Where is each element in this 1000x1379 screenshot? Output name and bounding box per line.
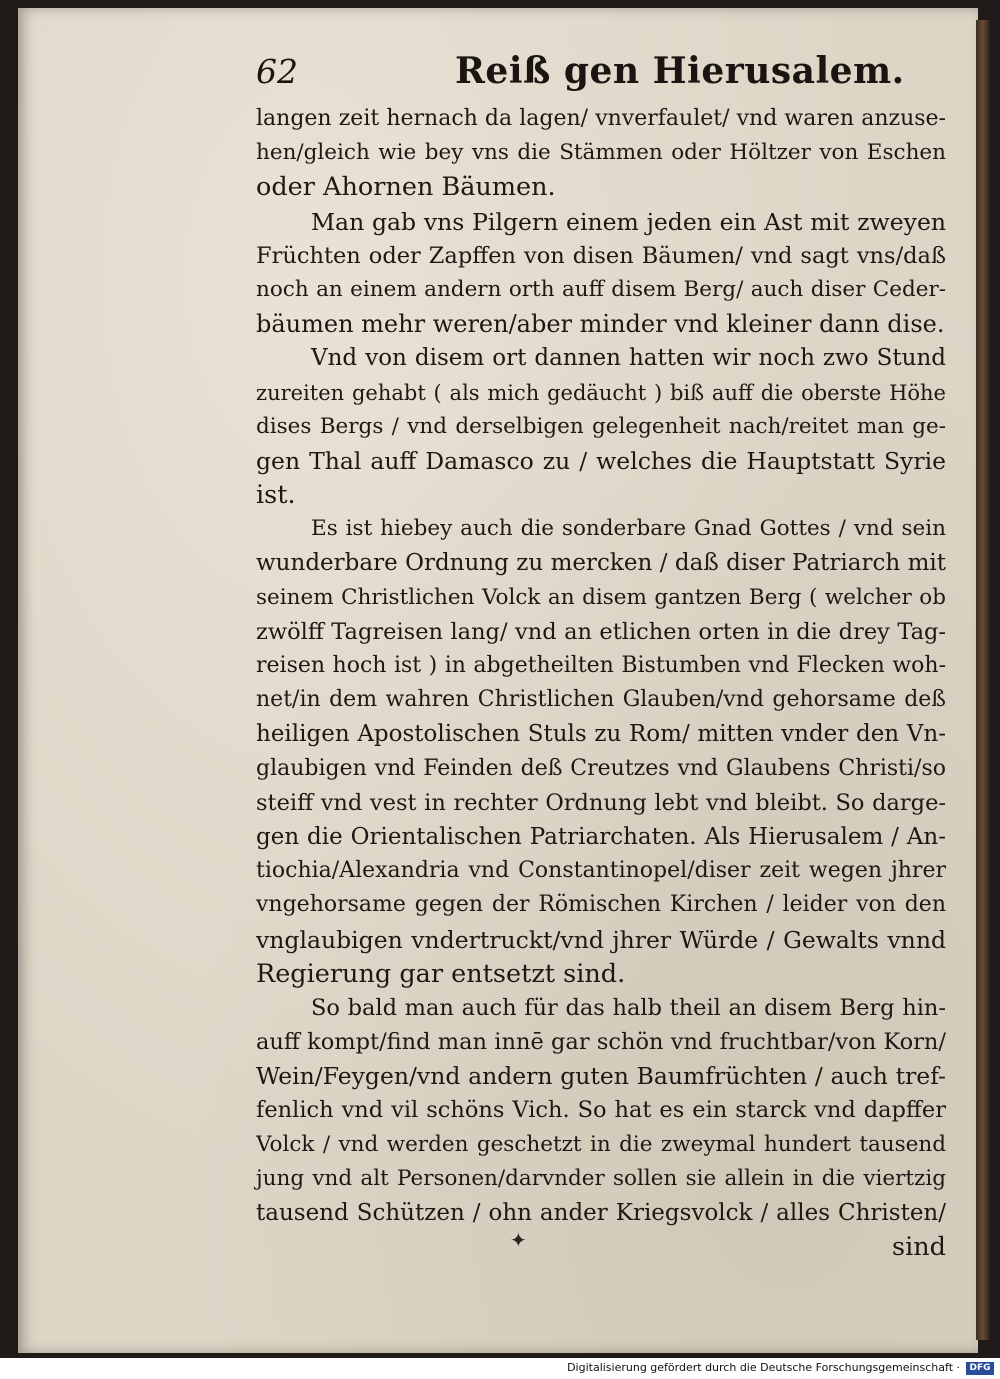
text-line: Es ist hiebey auch die sonderbare Gnad Gottes / vnd sein xyxy=(311,516,946,542)
catchword: sind xyxy=(892,1232,946,1263)
text-line: net/in dem wahren Christlichen Glauben/vnd gehorsame deß xyxy=(256,687,946,713)
text-line: steiff vnd vest in rechter Ordnung lebt vnd bleibt. So darge- xyxy=(256,789,946,816)
text-line: Wein/Feygen/vnd andern guten Baumfrüchten / auch tref- xyxy=(256,1062,946,1091)
text-line: oder Ahornen Bäumen. xyxy=(256,172,556,203)
text-line: So bald man auch für das halb theil an disem Berg hin- xyxy=(311,994,946,1021)
page-number: 62 xyxy=(256,52,298,91)
text-line: glaubigen vnd Feinden deß Creutzes vnd Glaubens Christi/so xyxy=(256,755,946,781)
text-line: zwölff Tagreisen lang/ vnd an etlichen orten in die drey Tag- xyxy=(256,618,946,645)
text-line: langen zeit hernach da lagen/ vnverfaulet/ vnd waren anzuse- xyxy=(256,106,946,131)
text-line: Vnd von disem ort dannen hatten wir noch zwo Stund xyxy=(311,345,946,372)
text-line: vngehorsame gegen der Römischen Kirchen / leider von den xyxy=(256,892,946,918)
text-line: Volck / vnd werden geschetzt in die zweymal hundert tausend xyxy=(256,1131,946,1157)
text-line: hen/gleich wie bey vns die Stämmen oder Höltzer von Eschen xyxy=(256,140,946,166)
text-line: wunderbare Ordnung zu mercken / daß diser Patriarch mit xyxy=(256,550,946,577)
footer-credit: Digitalisierung gefördert durch die Deutsche Forschungsgemeinschaft · xyxy=(567,1361,960,1374)
text-line: bäumen mehr weren/aber minder vnd kleiner dann dise. xyxy=(256,310,945,339)
text-line: zureiten gehabt ( als mich gedäucht ) biß auff die oberste Höhe xyxy=(256,380,946,405)
text-line: fenlich vnd vil schöns Vich. So hat es ein starck vnd dapffer xyxy=(256,1097,946,1124)
dfg-logo-icon: DFG xyxy=(966,1362,994,1375)
text-line: reisen hoch ist ) in abgetheilten Bistumben vnd Flecken woh- xyxy=(256,653,946,678)
text-line: tiochia/Alexandria vnd Constantinopel/diser zeit wegen jhrer xyxy=(256,858,946,884)
text-line: Früchten oder Zapffen von disen Bäumen/ vnd sagt vns/daß xyxy=(256,242,946,269)
text-line: tausend Schützen / ohn ander Kriegsvolck / alles Christen/ xyxy=(256,1200,946,1226)
text-line: heiligen Apostolischen Stuls zu Rom/ mitten vnder den Vn- xyxy=(256,721,946,748)
text-line: seinem Christlichen Volck an disem gantzen Berg ( welcher ob xyxy=(256,584,946,610)
text-line: jung vnd alt Personen/darvnder sollen sie allein in die viertzig xyxy=(256,1165,946,1191)
body-text xyxy=(256,102,946,1264)
text-line: Regierung gar entsetzt sind. xyxy=(256,958,626,989)
footer-bar xyxy=(0,1358,1000,1379)
text-line: Man gab vns Pilgern einem jeden ein Ast mit zweyen xyxy=(311,207,946,236)
text-line: noch an einem andern orth auff disem Berg/ auch diser Ceder- xyxy=(256,276,946,302)
text-line: auff kompt/find man innē gar schön vnd fruchtbar/von Korn/ xyxy=(256,1029,946,1056)
text-line: dises Bergs / vnd derselbigen gelegenheit nach/reitet man ge- xyxy=(256,413,946,439)
page-edge xyxy=(976,20,990,1340)
ornament-icon: ✦ xyxy=(510,1228,527,1252)
text-line: gen Thal auff Damasco zu / welches die Hauptstatt Syrie xyxy=(256,446,946,475)
text-line: gen die Orientalischen Patriarchaten. Als Hierusalem / An- xyxy=(256,823,946,850)
text-line: ist. xyxy=(256,480,296,511)
running-head: Reiß gen Hierusalem. xyxy=(455,50,905,92)
text-line: vnglaubigen vndertruckt/vnd jhrer Würde / Gewalts vnnd xyxy=(256,925,946,954)
